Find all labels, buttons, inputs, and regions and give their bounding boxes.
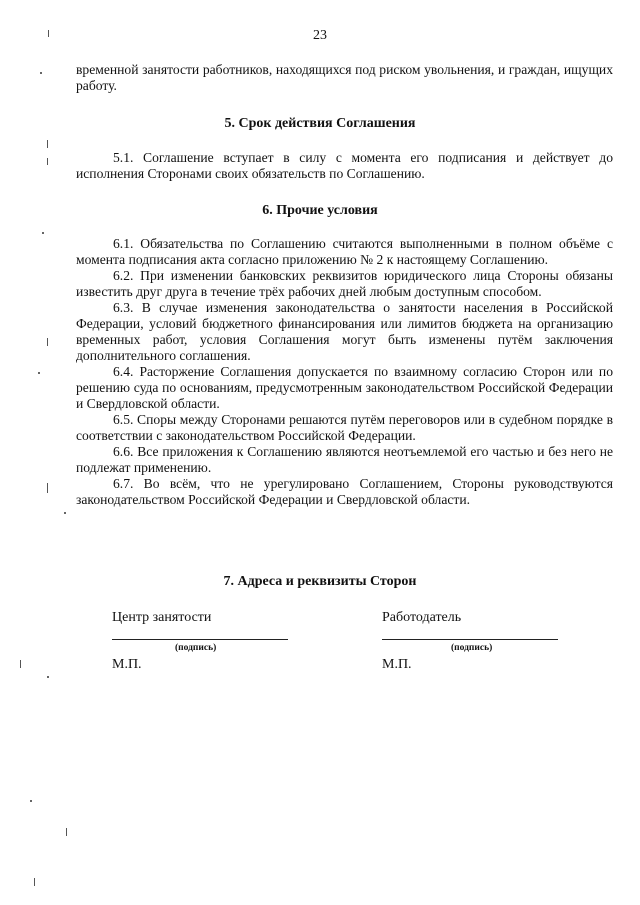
scan-artifact-dot bbox=[30, 800, 32, 802]
lead-paragraph bbox=[76, 62, 613, 94]
paragraph-6-2: 6.2. При изменении банковских реквизитов юридического лица Стороны обязаны известить друг друга в течение трёх рабочих дней любым доступным способом. bbox=[76, 268, 613, 299]
scan-artifact-mark bbox=[47, 483, 48, 493]
party-employment-center: Центр занятости bbox=[112, 610, 212, 625]
paragraph-6-5: 6.5. Споры между Сторонами решаются путём переговоров или в судебном порядке в соответствии с законодательством Российской Федерации. bbox=[76, 412, 613, 443]
section-7-title: 7. Адреса и реквизиты Сторон bbox=[223, 574, 417, 589]
scan-artifact-dot bbox=[42, 232, 44, 234]
section-5-title: 5. Срок действия Соглашения bbox=[224, 116, 416, 131]
scan-artifact-mark bbox=[47, 158, 48, 165]
scan-artifact-dot bbox=[64, 512, 66, 514]
signature-line-left bbox=[112, 639, 288, 640]
scan-artifact-mark bbox=[66, 828, 67, 836]
page-number: 23 bbox=[313, 28, 327, 43]
paragraph-6-4: 6.4. Расторжение Соглашения допускается по взаимному согласию Сторон или по решению суда по основаниям, предусмотренным законодательством Российской Федерации и Свердловской области. bbox=[76, 364, 613, 411]
scan-artifact-dot bbox=[47, 676, 49, 678]
paragraph-6-6: 6.6. Все приложения к Соглашению являются неотъемлемой его частью и без него не подлежат применению. bbox=[76, 444, 613, 475]
seal-placeholder-left: М.П. bbox=[112, 657, 142, 672]
section-6-title: 6. Прочие условия bbox=[262, 203, 378, 218]
paragraph-6-1: 6.1. Обязательства по Соглашению считаются выполненными в полном объёме с момента подписания акта согласно приложению № 2 к настоящему Соглашению. bbox=[76, 236, 613, 267]
paragraph-6-7: 6.7. Во всём, что не урегулировано Соглашением, Стороны руководствуются законодательством Российской Федерации и Свердловской области. bbox=[76, 476, 613, 507]
signature-caption-left: (подпись) bbox=[175, 643, 217, 653]
scan-artifact-mark bbox=[48, 30, 49, 37]
paragraph-6-3: 6.3. В случае изменения законодательства о занятости населения в Российской Федерации, условий бюджетного финансирования или лимитов бюджета на организацию временных работ, условия Соглашения могут быть изменены путём заключения дополнительного соглашения. bbox=[76, 300, 613, 363]
signature-caption-right: (подпись) bbox=[451, 643, 493, 653]
lead-paragraph-text: временной занятости работников, находящихся под риском увольнения, и граждан, ищущих работу. bbox=[76, 62, 613, 93]
scan-artifact-dot bbox=[38, 372, 40, 374]
signature-line-right bbox=[382, 639, 558, 640]
paragraph-5-1: 5.1. Соглашение вступает в силу с момента его подписания и действует до исполнения Сторонами своих обязательств по Соглашению. bbox=[76, 150, 613, 181]
section-6-body bbox=[76, 236, 613, 508]
scan-artifact-mark bbox=[47, 338, 48, 346]
scan-artifact-mark bbox=[20, 660, 21, 668]
party-employer: Работодатель bbox=[382, 610, 462, 625]
seal-placeholder-right: М.П. bbox=[382, 657, 412, 672]
section-5-body bbox=[76, 150, 613, 182]
scan-artifact-dot bbox=[40, 72, 42, 74]
scan-artifact-mark bbox=[34, 878, 35, 886]
scan-artifact-mark bbox=[47, 140, 48, 148]
